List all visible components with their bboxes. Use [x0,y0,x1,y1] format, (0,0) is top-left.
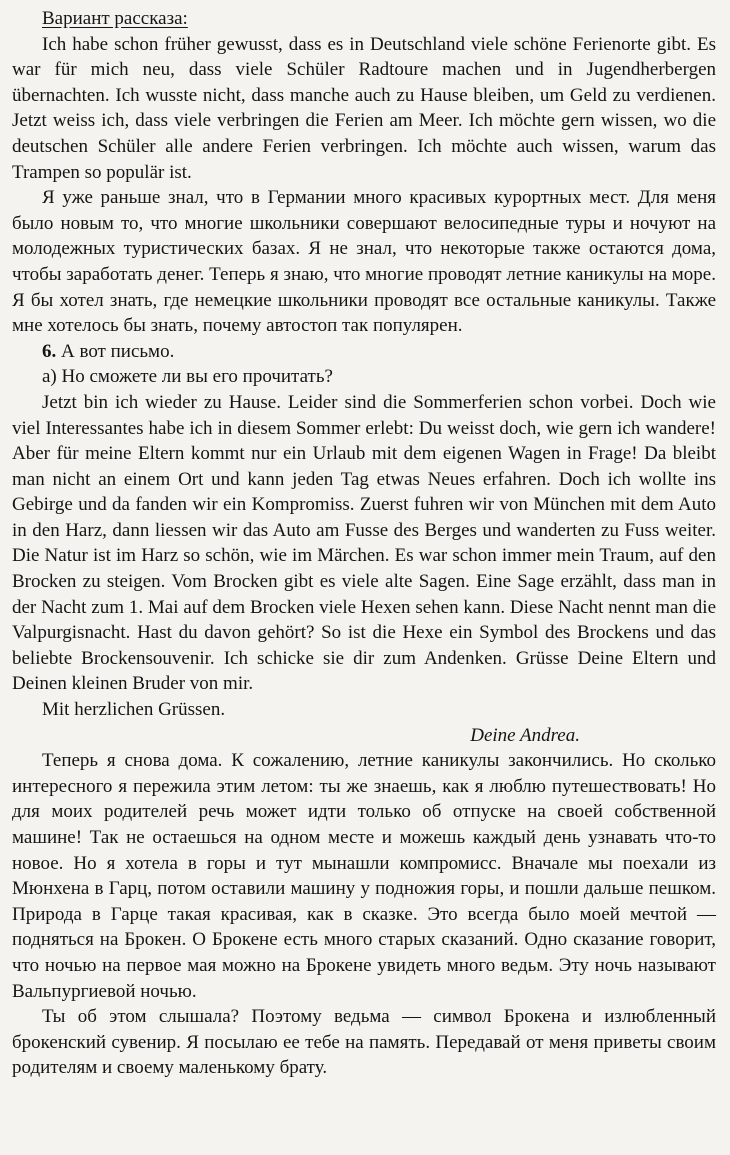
exercise-item-6a: а) Но сможете ли вы его прочитать? [42,366,333,388]
exercise-text: А вот письмо. [56,340,175,362]
letter-signature: Deine Andrea. [470,724,580,746]
letter-closing: Mit herzlichen Grüssen. [42,699,226,721]
paragraph-russian-letter: Теперь я снова дома. К сожалению, летние каникулы закончились. Но сколько интересного я пережила этим летом: ты же знаешь, как я люблю путешествовать! Но для моих родителей речь может идти только об отпуске на своей собственной машине! Так не остаешься на одном месте и можешь каждый день узнавать что-то новое. Но я хотела в горы и тут мынашли компромисс. Вначале мы поехали из Мюнхена в Гарц, потом оставили машину у подножия горы, и пошли дальше пешком. Природа в Гарце такая красивая, как в сказке. Это всегда было моей мечтой — подняться на Брокен. О Брокене есть много старых сказаний. Одно сказание говорит, что ночью на первое мая можно на Брокене увидеть много ведьм. Эту ночь называют Вальпургиевой ночью. [12,750,716,1002]
exercise-number: 6. [42,340,57,362]
paragraph-german-letter: Jetzt bin ich wieder zu Hause. Leider sind die Sommerferien schon vorbei. Doch wie viel Interessantes habe ich in diesem Sommer erlebt: Du weisst doch, wie gern ich wandere! Aber für meine Eltern kommt nur ein Urlaub mit dem eigenen Wagen in Frage! Da bleibt man nicht an einem Ort und kann jeden Tag etwas Neues erfahren. Doch ich wollte ins Gebirge und da fanden wir ein Kompromiss. Zuerst fuhren wir von München mit dem Auto in den Harz, dann liessen wir das Auto am Fusse des Berges und wanderten zu Fuss weiter. Die Natur ist im Harz so schön, wie im Märchen. Es war schon immer mein Traum, auf den Brocken zu steigen. Vom Brocken gibt es viele alte Sagen. Eine Sage erzählt, dass man in der Nacht zum 1. Mai auf dem Brocken viele Hexen sehen kann. Diese Nacht nennt man die Valpurgisnacht. Hast du davon gehört? So ist die Hexe ein Symbol des Brockens und das beliebte Brockensouvenir. Ich schicke sie dir zum Andenken. Grüsse Deine Eltern und Deinen kleinen Bruder von mir. [12,391,716,695]
story-variant-title: Вариант рассказа: [42,8,188,29]
paragraph-russian-letter-end: Ты об этом слышала? Поэтому ведьма — символ Брокена и излюбленный брокенский сувенир. Я посылаю ее тебе на память. Передавай от меня приветы своим родителям и своему маленькому брату. [12,1006,716,1079]
paragraph-russian-intro: Я уже раньше знал, что в Германии много красивых курортных мест. Для меня было новым то, что многие школьники совершают велосипедные туры и ночуют на молодежных туристических базах. Я не знал, что некоторые также остаются дома, чтобы заработать денег. Теперь я знаю, что многие проводят летние каникулы на море. Я бы хотел знать, где немецкие школьники проводят все остальные каникулы. Также мне хотелось бы знать, почему автостоп так популярен. [12,187,716,337]
exercise-item-6 [12,339,716,365]
paragraph-german-intro: Ich habe schon früher gewusst, dass es in Deutschland viele schöne Ferienorte gibt. Es war für mich neu, dass viele Schüler Radtoure machen und in Jugendherbergen übernachten. Ich wusste nicht, dass manche auch zu Hause bleiben, um Geld zu verdienen. Jetzt weiss ich, dass viele verbringen die Ferien am Meer. Ich möchte gern wissen, wo die deutschen Schüler alle andere Ferien verbringen. Ich möchte auch wissen, warum das Trampen so populär ist. [12,33,716,183]
